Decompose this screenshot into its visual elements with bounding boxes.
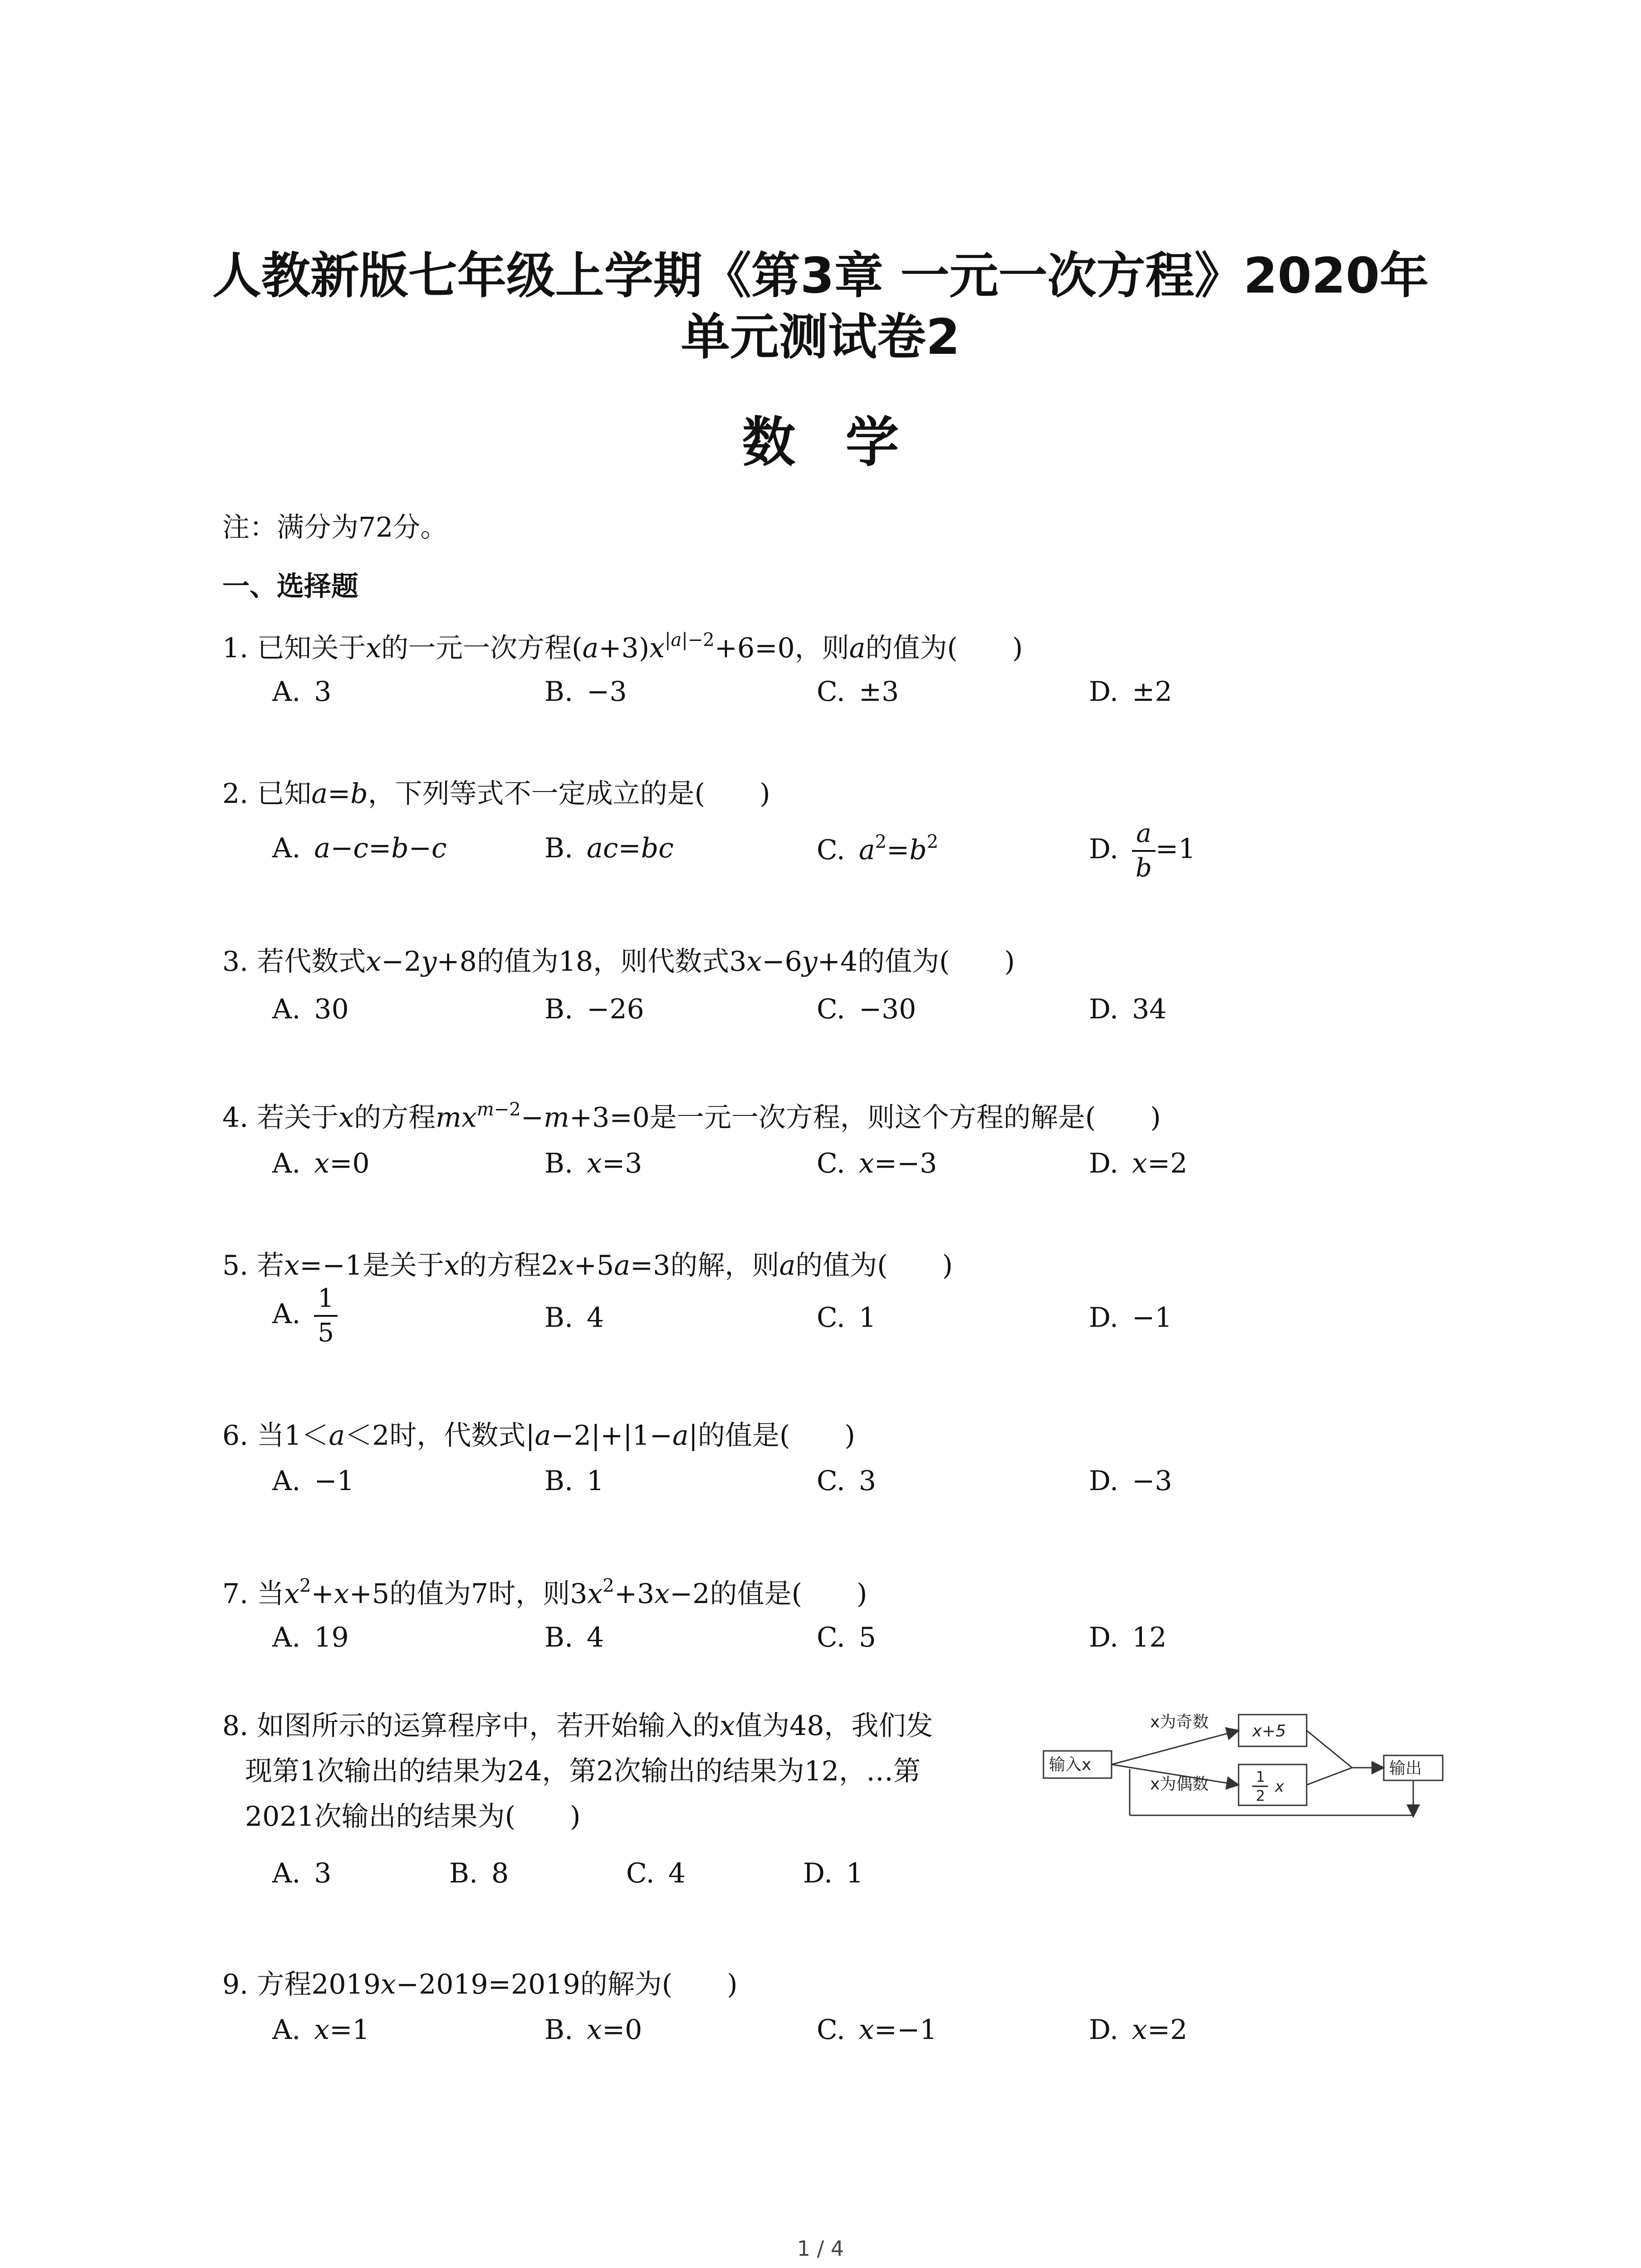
option-b[interactable]: B. ac=bc bbox=[544, 832, 674, 864]
option-b[interactable]: B. 4 bbox=[544, 1622, 604, 1653]
question-9: 9. 方程2019x−2019=2019的解为( ) bbox=[222, 1969, 738, 2000]
option-a[interactable]: A. x=1 bbox=[272, 2014, 370, 2046]
flowchart-odd-label: x为奇数 bbox=[1150, 1713, 1209, 1731]
option-c[interactable]: C. 1 bbox=[817, 1302, 877, 1334]
question-2: 2. 已知a=b，下列等式不一定成立的是( ) bbox=[222, 778, 770, 810]
option-c[interactable]: C. x=−1 bbox=[817, 2014, 937, 2046]
svg-text:x: x bbox=[1275, 1778, 1284, 1796]
question-4: 4. 若关于x的方程$mx^{m-2}-m+3=0$是一元一次方程，则这个方程的解是( ) bbox=[222, 1099, 1161, 1134]
option-a[interactable]: A. a−c=b−c bbox=[272, 832, 447, 864]
flowchart-input-label: 输入x bbox=[1049, 1755, 1092, 1774]
option-b[interactable]: B. x=3 bbox=[544, 1148, 642, 1179]
option-c[interactable]: C. 4 bbox=[626, 1857, 686, 1889]
option-a[interactable]: A. x=0 bbox=[272, 1148, 370, 1179]
option-c[interactable]: C. ±3 bbox=[817, 676, 899, 708]
option-d[interactable]: D. x=2 bbox=[1089, 1148, 1188, 1179]
option-a[interactable]: A. −1 bbox=[272, 1465, 354, 1497]
option-d[interactable]: D. ±2 bbox=[1089, 676, 1172, 708]
option-d[interactable]: D. x=2 bbox=[1089, 2014, 1188, 2046]
question-6: 6. 当1＜a＜2时，代数式|a−2|+|1−a|的值是( ) bbox=[222, 1420, 855, 1452]
question-number: 8. bbox=[222, 1710, 249, 1742]
svg-text:1: 1 bbox=[1256, 1768, 1265, 1785]
flowchart-odd-operation: x+5 bbox=[1252, 1722, 1286, 1740]
flowchart-diagram bbox=[1039, 1706, 1465, 1837]
flowchart-even-label: x为偶数 bbox=[1150, 1775, 1209, 1794]
question-number: 1. bbox=[222, 632, 249, 664]
question-7: 7. 当$x^2+x+5$的值为7时，则$3x^2+3x-2$的值是( ) bbox=[222, 1575, 867, 1610]
page-number: 1 / 4 bbox=[797, 2236, 844, 2261]
option-d[interactable]: D. 1 bbox=[803, 1857, 864, 1889]
question-5: 5. 若x=−1是关于x的方程2x+5a=3的解，则a的值为( ) bbox=[222, 1250, 953, 1281]
question-number: 4. bbox=[222, 1102, 249, 1134]
question-number: 9. bbox=[222, 1969, 249, 2000]
option-d[interactable]: D. −3 bbox=[1089, 1465, 1172, 1497]
question-number: 3. bbox=[222, 946, 249, 978]
option-d[interactable]: D. 34 bbox=[1089, 993, 1167, 1025]
option-d[interactable]: D. 12 bbox=[1089, 1622, 1167, 1653]
option-a[interactable]: A. 3 bbox=[272, 1857, 332, 1889]
option-b[interactable]: B. −26 bbox=[544, 993, 644, 1025]
option-b[interactable]: B. −3 bbox=[544, 676, 627, 708]
section-title: 一、选择题 bbox=[222, 571, 358, 602]
page-title-line2: 单元测试卷2 bbox=[681, 309, 960, 366]
question-number: 6. bbox=[222, 1420, 249, 1452]
svg-text:2: 2 bbox=[1256, 1787, 1265, 1804]
question-number: 7. bbox=[222, 1578, 249, 1610]
option-b[interactable]: B. 8 bbox=[449, 1857, 509, 1889]
question-number: 5. bbox=[222, 1250, 249, 1281]
subject-title: 数学 bbox=[742, 411, 949, 474]
option-a[interactable]: A. 19 bbox=[272, 1622, 349, 1653]
option-a[interactable]: A. 3 bbox=[272, 676, 332, 708]
option-a[interactable]: A. $\frac{1}{5}$ bbox=[272, 1286, 338, 1346]
option-b[interactable]: B. x=0 bbox=[544, 2014, 642, 2046]
option-a[interactable]: A. 30 bbox=[272, 993, 349, 1025]
flowchart-output-label: 输出 bbox=[1389, 1759, 1422, 1778]
option-b[interactable]: B. 4 bbox=[544, 1302, 604, 1334]
question-3: 3. 若代数式x−2y+8的值为18，则代数式3x−6y+4的值为( ) bbox=[222, 946, 1015, 978]
option-d[interactable]: D. −1 bbox=[1089, 1302, 1172, 1334]
option-d[interactable]: D. $\frac{a}{b}$ =1 bbox=[1089, 819, 1196, 883]
option-c[interactable]: C. 3 bbox=[817, 1465, 877, 1497]
page-title: 人教新版七年级上学期《第3章 一元一次方程》2020年 bbox=[212, 248, 1429, 304]
question-1: 1. 已知关于x的一元一次方程$(a+3)x^{|a|-2}+6=0$，则a的值为( ) bbox=[222, 630, 1023, 664]
question-number: 2. bbox=[222, 778, 249, 810]
option-c[interactable]: C. −30 bbox=[817, 993, 916, 1025]
question-8: 8. 如图所示的运算程序中，若开始输入的x值为48，我们发 现第1次输出的结果为24，第2次输出的结果为12，…第 2021次输出的结果为( ) bbox=[222, 1710, 933, 1833]
option-c[interactable]: C. 5 bbox=[817, 1622, 877, 1653]
option-c[interactable]: C. x=−3 bbox=[817, 1148, 937, 1179]
option-c[interactable]: C. $a^2=b^2$ bbox=[817, 831, 939, 866]
even-box bbox=[1239, 1765, 1307, 1805]
score-note: 注：满分为72分。 bbox=[222, 512, 448, 543]
option-b[interactable]: B. 1 bbox=[544, 1465, 604, 1497]
